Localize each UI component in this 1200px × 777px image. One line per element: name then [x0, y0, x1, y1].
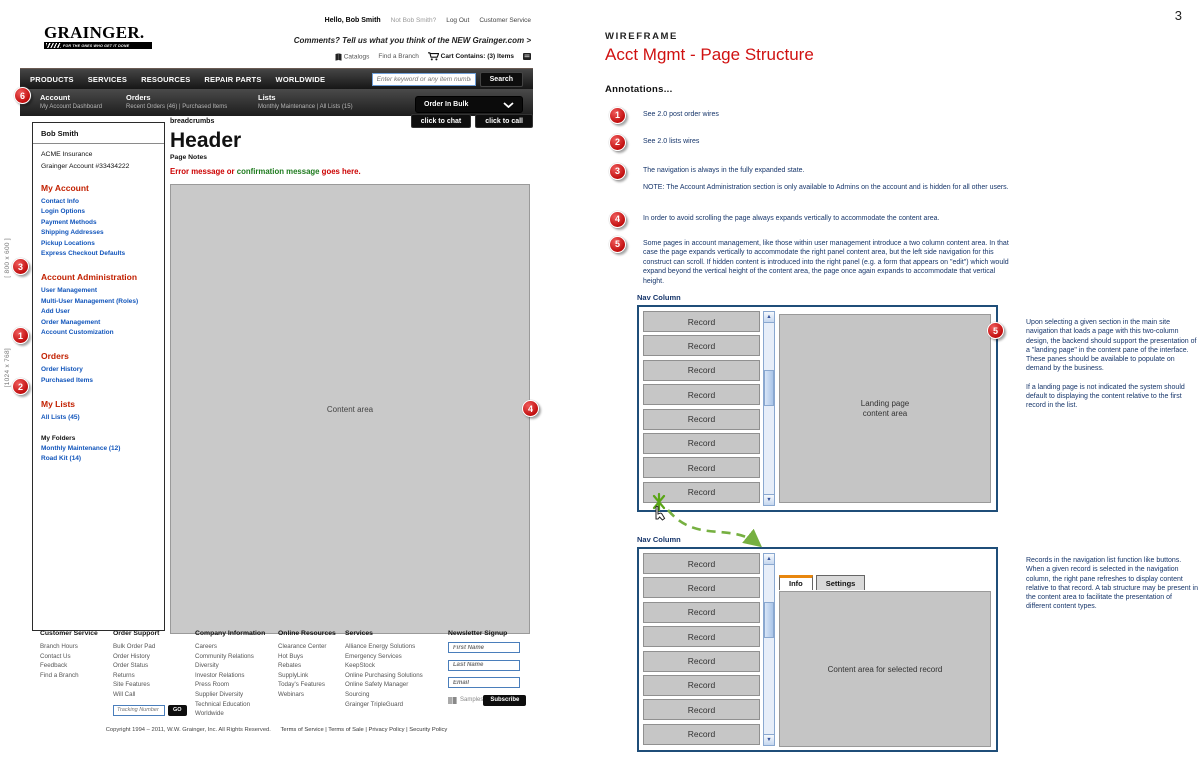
annotation-marker-5: 5 [987, 322, 1004, 339]
footer-col-title: Online Resources [278, 630, 336, 637]
main-nav-item[interactable]: SERVICES [87, 74, 128, 84]
annotation-badge-2: 2 [609, 134, 626, 151]
not-user-link[interactable]: Not Bob Smith? [390, 17, 437, 24]
record-button[interactable]: Record [643, 602, 760, 623]
side-note-paragraph: Records in the navigation list function like buttons. When a given record is selected in the navigation column, the right pane refreshes to display content relative to that record. A tab structure may be present in the content area to facilitate the presentation of different content types. [1026, 557, 1198, 611]
logo-wordmark: GRAINGER. [44, 23, 145, 42]
record-button[interactable]: Record [643, 384, 760, 405]
footer-col-title: Customer Service [40, 630, 98, 637]
annotations-heading: Annotations... [605, 84, 673, 95]
footer-col-title: Order Support [113, 630, 160, 637]
footer-link[interactable]: Technical Education [195, 700, 251, 708]
subnav-lists-links[interactable]: Monthly Maintenance | All Lists (15) [258, 104, 353, 110]
subscribe-button[interactable]: Subscribe [483, 695, 526, 706]
annotation-marker-3: 3 [12, 258, 29, 275]
sidebar-my-account-links [41, 197, 156, 259]
annotation-item-2 [605, 137, 1017, 146]
content-tabs [779, 575, 865, 590]
cart-link[interactable]: Cart Contains: (3) Items [428, 52, 514, 61]
landing-label-line1: Landing page [860, 398, 910, 408]
footer-link[interactable]: Bulk Order Pad [113, 643, 156, 650]
email-input[interactable] [448, 677, 520, 688]
record-button[interactable]: Record [643, 311, 760, 332]
sidebar-account-admin-links [41, 286, 156, 338]
annotation-marker-4: 4 [522, 400, 539, 417]
side-note-records [1026, 556, 1199, 612]
side-note-landing [1026, 318, 1199, 411]
content-area-label: Content area [326, 404, 374, 414]
footer-link[interactable]: Diversity [195, 662, 219, 670]
sidebar-section-my-account: My Account [41, 183, 89, 193]
logout-link[interactable]: Log Out [446, 17, 470, 24]
annotation-text: In order to avoid scrolling the page always expands vertically to accommodate the content area. [643, 215, 940, 222]
footer-link[interactable]: Today's Features [278, 681, 325, 689]
sidebar-link[interactable]: Pickup Locations [41, 239, 95, 247]
record-button[interactable]: Record [643, 699, 760, 720]
annotation-marker-6: 6 [14, 87, 31, 104]
copyright-text: Copyright 1994 – 2011, W.W. Grainger, Inc. All Rights Reserved. [105, 727, 271, 733]
order-in-bulk-dropdown[interactable] [415, 96, 523, 113]
record-list-2 [643, 553, 760, 748]
annotation-text: Some pages in account management, like those within user management introduce a two column content area. In that case the page expands vertically to accommodate the right panel content area, but the left side navigation for this construct can scroll. If hidden content is introduced into the right panel (e.g. a form that appears on "edit") which would expand beyond the vertical height of the content area, the page once again expands to accommodate that vertical height. [643, 240, 1009, 285]
footer-company-info [195, 630, 265, 719]
error-text-red2: goes here. [319, 167, 361, 176]
record-button[interactable]: Record [643, 724, 760, 745]
footer-link[interactable]: Find a Branch [40, 671, 79, 679]
sidebar-link[interactable]: User Management [41, 287, 97, 295]
cart-summary-icon[interactable] [523, 53, 531, 60]
page-title: Header [170, 129, 242, 152]
main-nav-item[interactable]: PRODUCTS [30, 74, 74, 84]
sidebar-my-lists-links [41, 413, 156, 423]
scroll-down-icon[interactable]: ▼ [763, 494, 775, 506]
contact-pills [411, 114, 533, 128]
sidebar-link[interactable]: Payment Methods [41, 218, 97, 226]
logo-tagline: FOR THE ONES WHO GET IT DONE [63, 43, 130, 48]
page-number: 3 [1174, 8, 1182, 23]
sidebar-link[interactable]: Add User [41, 308, 70, 316]
tracking-go-button[interactable]: GO [168, 705, 187, 716]
side-note-paragraph: Upon selecting a given section in the main site navigation that loads a page with this two-column design, the backend should support the presentation of a "landing page" in the content pane of the interface. These panes should be available to populate on demand by the business. [1026, 319, 1197, 373]
click-to-chat-button[interactable]: click to chat [411, 114, 471, 128]
footer-link[interactable]: Site Features [113, 681, 150, 689]
scroll-thumb[interactable] [764, 602, 774, 638]
content-area-placeholder [170, 184, 530, 634]
record-button[interactable]: Record [643, 577, 760, 598]
footer-link[interactable]: Emergency Services [345, 652, 402, 660]
annotation-item-4 [605, 214, 1017, 223]
sidebar-link[interactable]: Shipping Addresses [41, 229, 104, 237]
secondary-utility-row [335, 52, 531, 61]
annotation-marker-2: 2 [12, 378, 29, 395]
footer-link[interactable]: Order Status [113, 662, 149, 670]
footer-link[interactable]: Branch Hours [40, 643, 78, 650]
legal-links[interactable]: Terms of Service | Terms of Sale | Privacy Policy | Security Policy [280, 727, 448, 733]
scroll-thumb[interactable] [764, 370, 774, 406]
annotation-item-3 [605, 166, 1017, 193]
tracking-row [113, 705, 187, 716]
book-icon [335, 53, 342, 61]
main-nav-items [30, 75, 325, 84]
record-button[interactable]: Record [643, 651, 760, 672]
site-footer [20, 630, 533, 777]
samples-icon [448, 697, 457, 704]
annotation-text: The navigation is always in the fully expanded state. [643, 167, 805, 174]
record-button[interactable]: Record [643, 360, 760, 381]
subnav-orders-title[interactable]: Orders [126, 93, 151, 102]
record-button[interactable]: Record [643, 626, 760, 647]
footer-link[interactable]: SupplyLink [278, 671, 309, 679]
footer-link[interactable]: KeepStock [345, 662, 375, 670]
utility-nav [325, 17, 531, 24]
annotation-item-5 [605, 239, 1017, 286]
sidebar-link[interactable]: All Lists (45) [41, 414, 80, 422]
footer-link[interactable]: Alliance Energy Solutions [345, 643, 416, 650]
scrollbar-1[interactable] [763, 311, 775, 506]
footer-link[interactable]: Investor Relations [195, 671, 245, 679]
footer-link[interactable]: Contact Us [40, 652, 71, 660]
annotation-badge-5: 5 [609, 236, 626, 253]
main-nav-item[interactable]: WORLDWIDE [275, 74, 326, 84]
scroll-up-icon[interactable]: ▲ [763, 311, 775, 323]
greeting-text: Hello, Bob Smith [324, 17, 381, 24]
subnav-lists [258, 93, 408, 116]
footer-link[interactable]: Order History [113, 652, 150, 660]
sidebar-section-account-admin: Account Administration [41, 272, 138, 283]
subnav-account-title[interactable]: Account [40, 93, 70, 102]
search-area [372, 72, 523, 87]
comments-banner-link[interactable]: Comments? Tell us what you think of the NEW Grainger.com > [293, 36, 531, 45]
breadcrumb: breadcrumbs [170, 117, 215, 125]
tab-info[interactable]: Info [779, 575, 813, 590]
two-column-diagram-selected [637, 547, 998, 752]
copyright-row [20, 727, 533, 733]
last-name-input[interactable] [448, 660, 520, 671]
chevron-down-icon [503, 102, 514, 108]
record-button[interactable]: Record [643, 409, 760, 430]
order-in-bulk-label: Order In Bulk [424, 101, 469, 108]
main-nav-item[interactable]: RESOURCES [141, 74, 191, 84]
footer-link[interactable]: Worldwide [195, 710, 224, 718]
nav-column-label-2: Nav Column [637, 535, 681, 544]
annotation-item-1 [605, 110, 1017, 119]
footer-order-support [113, 630, 187, 716]
sidebar-user-name: Bob Smith [33, 129, 164, 144]
footer-link[interactable]: Will Call [113, 690, 136, 698]
search-input[interactable] [372, 73, 476, 86]
sidebar-link[interactable]: Multi-User Management (Roles) [41, 297, 139, 305]
record-button[interactable]: Record [643, 482, 760, 503]
sidebar-company: ACME Insurance [41, 151, 93, 158]
footer-col-title: Company Information [195, 630, 266, 637]
grainger-logo[interactable] [44, 24, 152, 49]
sidebar-section-my-lists: My Lists [41, 399, 76, 410]
sidebar-link[interactable]: Order History [41, 366, 83, 374]
annotation-badge-1: 1 [609, 107, 626, 124]
wireframe-page [20, 0, 533, 777]
sidebar-link[interactable]: Login Options [41, 208, 86, 216]
error-text-red: Error message or [170, 167, 237, 176]
resolution-label-800x600: [ 800 x 600 ] [4, 238, 11, 278]
footer-link[interactable]: Webinars [278, 690, 305, 698]
sidebar-link[interactable]: Purchased Items [41, 376, 94, 384]
wireframe-kicker: WIREFRAME [605, 31, 678, 42]
side-note-paragraph: If a landing page is not indicated the system should default to displaying the content relative to the first record in the list. [1026, 383, 1185, 410]
scroll-up-icon[interactable]: ▲ [763, 553, 775, 565]
find-branch-link[interactable]: Find a Branch [378, 53, 419, 60]
sidebar-link[interactable]: Express Checkout Defaults [41, 250, 126, 258]
nav-column-label-1: Nav Column [637, 293, 681, 302]
catalogs-link[interactable]: Catalogs [335, 53, 369, 61]
sidebar-folder-link[interactable]: Road Kit (14) [41, 455, 82, 463]
main-nav-bar [20, 68, 533, 89]
landing-label-line2: content area [862, 408, 908, 418]
first-name-input[interactable] [448, 642, 520, 653]
sidebar-link[interactable]: Account Customization [41, 329, 114, 337]
two-column-diagram-landing [637, 305, 998, 512]
footer-customer-service [40, 630, 98, 680]
footer-col-title: Services [345, 630, 373, 637]
footer-link[interactable]: Online Purchasing Solutions [345, 671, 423, 679]
footer-link[interactable]: Grainger TripleGuard [345, 700, 404, 708]
sidebar-my-folders-title: My Folders [41, 434, 76, 442]
annotation-marker-1: 1 [12, 327, 29, 344]
click-flow-arrow [668, 510, 758, 544]
footer-link[interactable]: Community Relations [195, 652, 254, 660]
click-to-call-button[interactable]: click to call [475, 114, 533, 128]
sidebar-account-number: Grainger Account #33434222 [41, 163, 130, 170]
sidebar-folder-link[interactable]: Monthly Maintenance (12) [41, 444, 121, 452]
annotation-text: See 2.0 post order wires [643, 111, 719, 118]
footer-link[interactable]: Clearance Center [278, 643, 327, 650]
footer-link[interactable]: Rebates [278, 662, 302, 670]
account-subnav-bar [20, 89, 533, 116]
subnav-account-links[interactable]: My Account Dashboard [40, 104, 103, 110]
record-button[interactable]: Record [643, 335, 760, 356]
tracking-number-input[interactable] [113, 705, 165, 716]
footer-newsletter [448, 630, 524, 706]
record-button[interactable]: Record [643, 675, 760, 696]
record-button[interactable]: Record [643, 553, 760, 574]
sidebar-link[interactable]: Order Management [41, 318, 101, 326]
scrollbar-2[interactable] [763, 553, 775, 746]
samples-link[interactable]: Samples [448, 697, 483, 704]
account-sidebar [32, 122, 165, 631]
footer-link[interactable]: Feedback [40, 662, 68, 670]
tab-settings[interactable]: Settings [816, 575, 866, 590]
sidebar-link[interactable]: Contact Info [41, 198, 79, 205]
panel-title: Acct Mgmt - Page Structure [605, 45, 814, 64]
scroll-down-icon[interactable]: ▼ [763, 734, 775, 746]
annotation-text: See 2.0 lists wires [643, 138, 700, 145]
search-button[interactable]: Search [480, 72, 523, 87]
record-list-1 [643, 311, 760, 506]
confirmation-text-green: confirmation message [236, 167, 320, 176]
footer-online-resources [278, 630, 336, 700]
resolution-label-1024x768: [1024 x 768] [4, 348, 11, 388]
footer-link[interactable]: Press Room [195, 681, 230, 689]
page-notes-label: Page Notes [170, 154, 208, 161]
subnav-lists-title[interactable]: Lists [258, 93, 276, 102]
sidebar-orders-links [41, 365, 156, 386]
annotation-note: NOTE: The Account Administration section is only available to Admins on the account and is hidden for all other users. [643, 184, 1009, 192]
sidebar-section-orders: Orders [41, 351, 69, 362]
footer-link[interactable]: Careers [195, 643, 218, 650]
newsletter-title: Newsletter Signup [448, 630, 508, 637]
annotation-badge-4: 4 [609, 211, 626, 228]
record-button[interactable]: Record [643, 433, 760, 454]
selected-record-content-area [779, 591, 991, 747]
footer-services [345, 630, 423, 709]
error-message [170, 167, 361, 176]
landing-page-content-area [779, 314, 991, 503]
breadcrumb-row [170, 114, 533, 128]
footer-link[interactable]: Online Safety Manager [345, 681, 409, 689]
annotation-badge-3: 3 [609, 163, 626, 180]
subnav-orders-links[interactable]: Recent Orders (46) | Purchased Items [126, 104, 228, 110]
footer-link[interactable]: Supplier Diversity [195, 690, 244, 698]
footer-link[interactable]: Sourcing [345, 690, 370, 698]
footer-link[interactable]: Returns [113, 671, 135, 679]
sidebar-folder-links [41, 444, 156, 465]
main-nav-item[interactable]: REPAIR PARTS [204, 74, 262, 84]
subnav-account [40, 93, 126, 116]
logo-stripes-icon [46, 43, 61, 48]
customer-service-link[interactable]: Customer Service [479, 17, 531, 24]
selected-record-label: Content area for selected record [827, 664, 943, 674]
footer-link[interactable]: Hot Buys [278, 652, 304, 660]
newsletter-bottom-row [448, 695, 524, 706]
record-button[interactable]: Record [643, 457, 760, 478]
cart-icon [428, 52, 439, 61]
logo-tagline-bar [44, 42, 152, 49]
subnav-orders [126, 93, 258, 116]
